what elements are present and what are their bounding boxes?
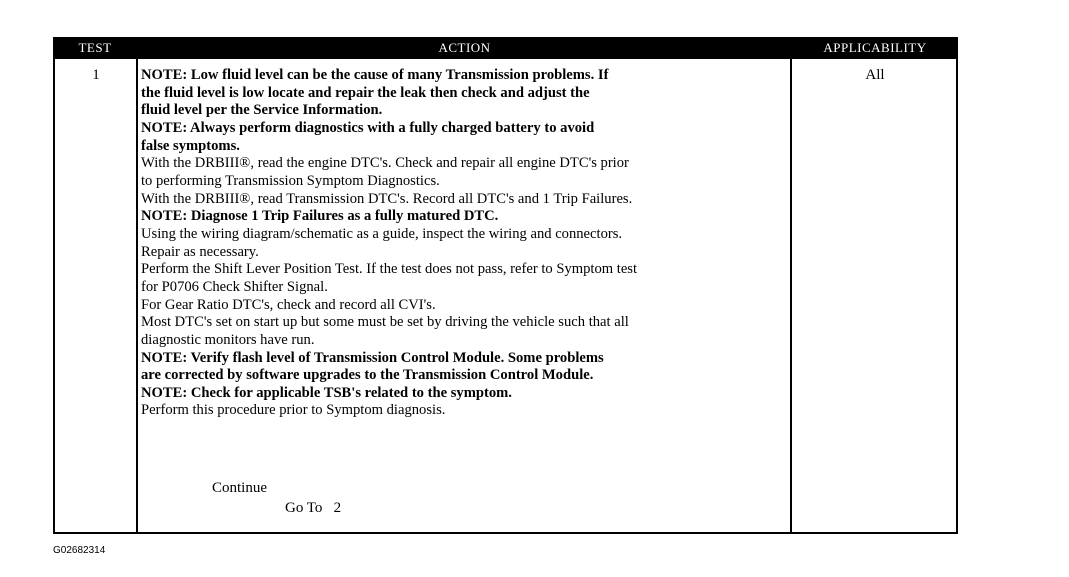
header-action: ACTION — [438, 40, 491, 55]
action-text — [141, 67, 791, 420]
header-test: TEST — [78, 40, 112, 55]
action-line: to performing Transmission Symptom Diagnostics. — [141, 172, 440, 189]
action-line: Most DTC's set on start up but some must be set by driving the vehicle such that all — [141, 314, 629, 331]
note-line: NOTE: Always perform diagnostics with a fully charged battery to avoid — [141, 119, 595, 136]
action-line: For Gear Ratio DTC's, check and record all CVI's. — [141, 296, 436, 313]
diagnostic-table — [53, 37, 958, 534]
note-line: false symptoms. — [141, 137, 240, 154]
continue-label: Continue — [212, 480, 267, 496]
action-line: With the DRBIII®, read Transmission DTC's. Record all DTC's and 1 Trip Failures. — [141, 190, 633, 207]
note-line: the fluid level is low locate and repair the leak then check and adjust the — [141, 84, 590, 101]
note-line: NOTE: Verify flash level of Transmission Control Module. Some problems — [141, 349, 604, 366]
goto-link[interactable]: Go To 2 — [285, 500, 342, 516]
action-line: Perform this procedure prior to Symptom diagnosis. — [141, 402, 446, 419]
applicability-value: All — [865, 67, 885, 83]
note-line: NOTE: Low fluid level can be the cause of many Transmission problems. If — [141, 67, 609, 83]
figure-id: G02682314 — [53, 545, 106, 556]
note-line: NOTE: Check for applicable TSB's related to the symptom. — [141, 384, 512, 401]
table-header — [53, 37, 958, 59]
action-line: diagnostic monitors have run. — [141, 331, 315, 348]
test-number: 1 — [92, 67, 100, 83]
note-line: are corrected by software upgrades to the Transmission Control Module. — [141, 367, 594, 384]
action-line: for P0706 Check Shifter Signal. — [141, 278, 328, 295]
note-line: fluid level per the Service Information. — [141, 102, 383, 119]
action-line: Repair as necessary. — [141, 243, 259, 260]
column-divider — [136, 59, 138, 532]
note-line: NOTE: Diagnose 1 Trip Failures as a fully matured DTC. — [141, 208, 499, 225]
header-applicability: APPLICABILITY — [823, 40, 927, 55]
action-line: With the DRBIII®, read the engine DTC's. Check and repair all engine DTC's prior — [141, 155, 629, 172]
action-line: Perform the Shift Lever Position Test. If the test does not pass, refer to Symptom test — [141, 261, 638, 278]
action-line: Using the wiring diagram/schematic as a guide, inspect the wiring and connectors. — [141, 225, 623, 242]
